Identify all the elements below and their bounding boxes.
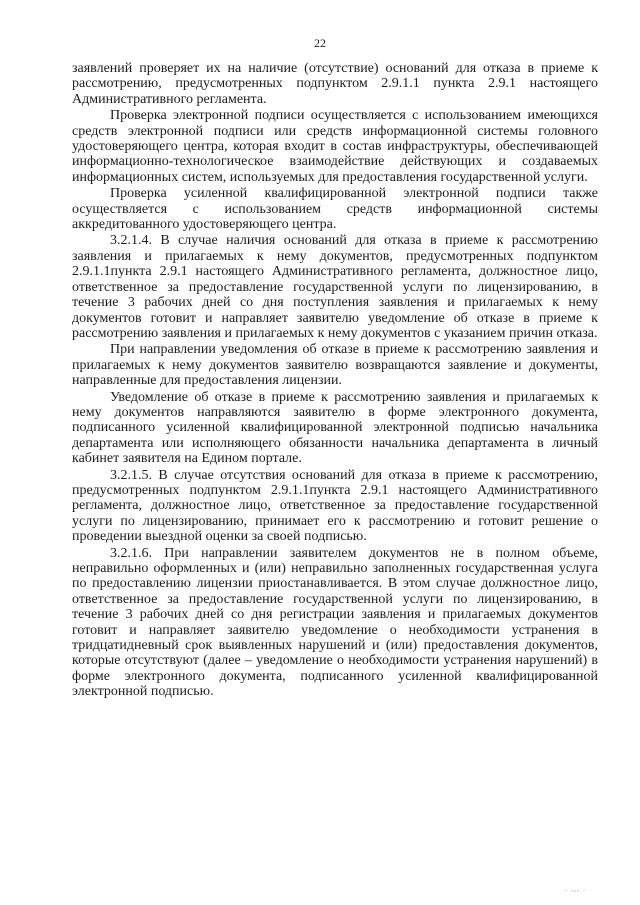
paragraph-3-2-1-6: 3.2.1.6. При направлении заявителем документов не в полном объеме, неправильно оформленных и (или) неправильно заполненных государственная услуга по предоставлению лицензии приостанавливается. В этом случае должностное лицо, ответственное за предоставление государственной услуги по лицензированию, в течение 3 рабочих дней со дня регистрации заявления и прилагаемых документов готовит и направляет заявителю уведомление о необходимости устранения в тридцатидневный срок выявленных нарушений и (или) предоставления документов, которые отсутствуют (далее – уведомление о необходимости устранения нарушений) в форме электронного документа, подписанного усиленной квалифицированной электронной подписью.	[72, 545, 598, 700]
paragraph-signature-check: Проверка электронной подписи осуществляется с использованием имеющихся средств электронной подписи или средств информационной системы головного удостоверяющего центра, которая входит в состав инфраструктуры, обеспечивающей информационно-технологическое взаимодействие действующих и создаваемых информационных систем, используемых для предоставления государственной услуги.	[72, 108, 598, 185]
paragraph-3-2-1-4: 3.2.1.4. В случае наличия оснований для отказа в приеме к рассмотрению заявления и прилагаемых к нему документов, предусмотренных подпунктом 2.9.1.1пункта 2.9.1 настоящего Административного регламента, должностное лицо, ответственное за предоставление государственной услуги по лицензированию, в течение 3 рабочих дней со дня поступления заявления и прилагаемых к нему документов готовит и направляет заявителю уведомление об отказе в приеме к рассмотрению заявления и прилагаемых к нему документов с указанием причин отказа.	[72, 233, 598, 341]
paragraph-refusal-notice-return: При направлении уведомления об отказе в приеме к рассмотрению заявления и прилагаемых к нему документов заявителю возвращаются заявление и документы, направленные для предоставления лицензии.	[72, 342, 598, 389]
paragraph-refusal-notice-electronic: Уведомление об отказе в приеме к рассмотрению заявления и прилагаемых к нему документов направляются заявителю в форме электронного документа, подписанного усиленной квалифицированной электронной подписью начальника департамента или исполняющего обязанности начальника департамента в личный кабинет заявителя на Едином портале.	[72, 389, 598, 467]
document-body	[72, 61, 598, 700]
paragraph-continuation: заявлений проверяет их на наличие (отсутствие) оснований для отказа в приеме к рассмотрению, предусмотренных подпунктом 2.9.1.1 пункта 2.9.1 настоящего Административного регламента.	[72, 61, 598, 107]
scan-mark: . ,,, .	[565, 884, 586, 893]
paragraph-qualified-signature-check: Проверка усиленной квалифицированной электронной подписи также осуществляется с использованием средств информационной системы аккредитованного удостоверяющего центра.	[72, 186, 598, 233]
page-number: 22	[314, 36, 326, 50]
paragraph-3-2-1-5: 3.2.1.5. В случае отсутствия оснований для отказа в приеме к рассмотрению, предусмотренных подпунктом 2.9.1.1пункта 2.9.1 настоящего Административного регламента, должностное лицо, ответственное за предоставление государственной услуги по лицензированию, принимает его к рассмотрению и готовит решение о проведении выездной оценки за своей подписью.	[72, 467, 598, 545]
